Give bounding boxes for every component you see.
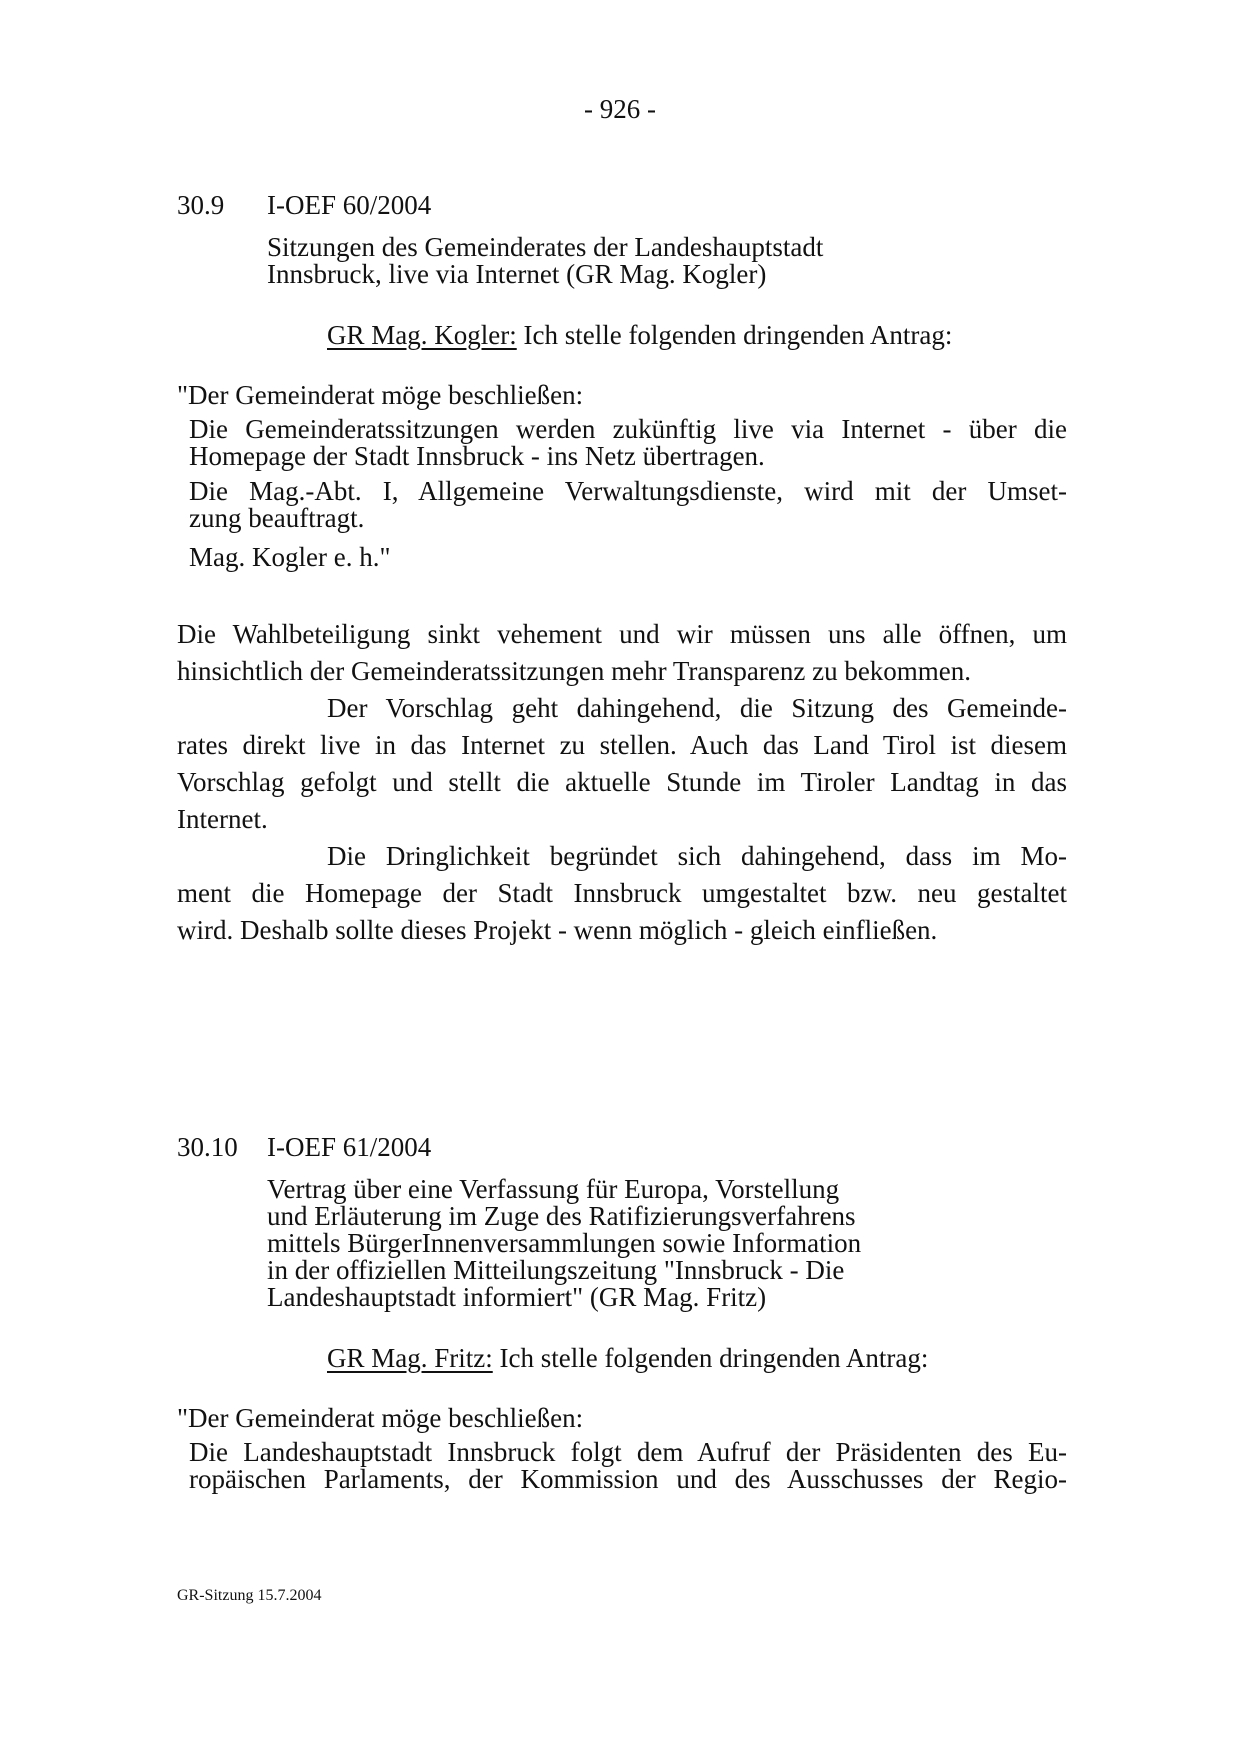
item-title [267,1176,1067,1311]
agenda-item-30-9 [177,188,1067,949]
motion-paragraph [189,416,1067,470]
item-number: 30.9 [177,190,225,220]
motion-signature: Mag. Kogler e. h." [189,542,391,572]
speaker-line [327,318,1067,352]
item-reference: I-OEF 61/2004 [267,1132,432,1162]
text-line: rates direkt live in das Internet zu stellen. Auch das Land Tirol ist diesem [177,730,1067,760]
text-line: Die Landeshauptstadt Innsbruck folgt dem Aufruf der Präsidenten des Eu- [189,1437,1067,1467]
item-title [267,234,1067,288]
speech-paragraph [177,616,1067,690]
motion-body [189,416,1067,574]
item-title-line: Innsbruck, live via Internet (GR Mag. Kogler) [267,259,767,289]
motion-paragraph [189,478,1067,532]
footer-session-date: GR-Sitzung 15.7.2004 [177,1587,322,1604]
motion-paragraph [189,1439,1067,1493]
text-line: Die Dringlichkeit begründet sich dahingehend, dass im Mo- [327,841,1067,871]
speech-text [177,616,1067,949]
item-title-line: Landeshauptstadt informiert" (GR Mag. Fritz) [267,1282,767,1312]
text-line: ropäischen Parlaments, der Kommission und des Ausschusses der Regio- [189,1464,1067,1494]
speaker-statement: Ich stelle folgenden dringenden Antrag: [516,320,953,350]
text-line: Die Mag.-Abt. I, Allgemeine Verwaltungsdienste, wird mit der Umset- [189,476,1067,506]
text-line: Der Vorschlag geht dahingehend, die Sitzung des Gemeinde- [327,693,1067,723]
item-number: 30.10 [177,1132,238,1162]
item-heading [177,1130,1067,1164]
text-line: ment die Homepage der Stadt Innsbruck umgestaltet bzw. neu gestaltet [177,878,1067,908]
page-number: - 926 - [584,94,656,124]
text-line: zung beauftragt. [189,503,365,533]
text-line: Vorschlag gefolgt und stellt die aktuelle Stunde im Tiroler Landtag in das [177,767,1067,797]
text-line: Die Gemeinderatssitzungen werden zukünftig live via Internet - über die [189,414,1067,444]
item-title-line: Sitzungen des Gemeinderates der Landeshauptstadt [267,232,824,262]
motion-body [189,1439,1067,1493]
text-line: wird. Deshalb sollte dieses Projekt - wenn möglich - gleich einfließen. [177,915,938,945]
speech-paragraph [177,838,1067,949]
item-title-line: in der offiziellen Mitteilungszeitung "Innsbruck - Die [267,1255,845,1285]
item-title-line: Vertrag über eine Verfassung für Europa, Vorstellung [267,1174,840,1204]
speaker-name: GR Mag. Kogler: [327,320,517,350]
item-title-line: mittels BürgerInnenversammlungen sowie Information [267,1228,862,1258]
speaker-name: GR Mag. Fritz: [327,1343,493,1373]
text-line: Homepage der Stadt Innsbruck - ins Netz übertragen. [189,441,765,471]
item-heading [177,188,1067,222]
text-line: hinsichtlich der Gemeinderatssitzungen mehr Transparenz zu bekommen. [177,656,972,686]
item-title-line: und Erläuterung im Zuge des Ratifizierungsverfahrens [267,1201,856,1231]
item-reference: I-OEF 60/2004 [267,190,432,220]
text-line: Internet. [177,804,268,834]
speech-paragraph [177,690,1067,838]
speaker-statement: Ich stelle folgenden dringenden Antrag: [492,1343,929,1373]
motion-intro: "Der Gemeinderat möge beschließen: [177,1403,584,1433]
agenda-item-30-10 [177,1130,1067,1501]
speaker-line [327,1341,1067,1375]
text-line: Die Wahlbeteiligung sinkt vehement und wir müssen uns alle öffnen, um [177,619,1067,649]
motion-intro: "Der Gemeinderat möge beschließen: [177,380,584,410]
